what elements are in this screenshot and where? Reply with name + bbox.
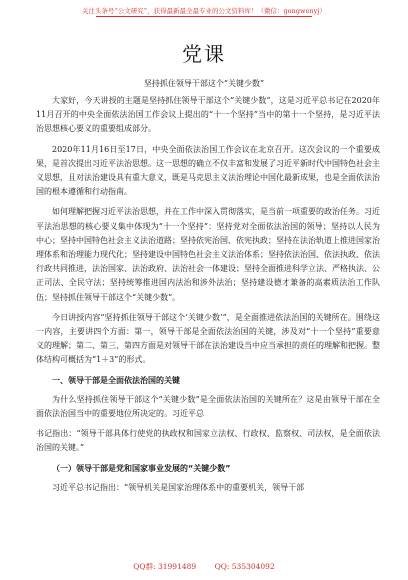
footer-contact (0, 561, 408, 572)
body-paragraph-1: 大家好，今天讲授的主题是坚持抓住领导干部这个“关键少数”，这是习近平总书记在2020年11月召开的中央全面依法治国工作会议上提出的“十一个坚持”当中的第十一个坚持，是习近平法治思想核心要义的重要组成部分。 (36, 96, 380, 134)
page-subtitle: 坚持抓住领导干部这个“关键少数” (143, 79, 265, 88)
section-1-paragraph-2: 书记指出：“领导干部具体行使党的执政权和国家立法权、行政权、监察权、司法权，是全面依法治国的关键。” (36, 429, 380, 453)
section-1-paragraph-1: 为什么坚持抓住领导干部这个“关键少数”是全面依法治国的关键所在？这是由领导干部在全面依法治国当中的重要地位所决定的。习近平总 (36, 394, 380, 419)
body-paragraph-3: 如何理解把握习近平法治思想，并在工作中深入贯彻落实，是当前一项重要的政治任务。习近平法治思想的核心要义集中体现为“十一个坚持”：坚持党对全面依法治国的领导；坚持以人民为中心；坚持中国特色社会主义法治道路；坚持依宪治国、依宪执政；坚持在法治轨道上推进国家治理体系和治理能力现代化；坚持建设中国特色社会主义法治体系；坚持依法治国、依法执政、依法行政共同推进，法治国家、法治政府、法治社会一体建设；坚持全面推进科学立法、严格执法、公正司法、全民守法；坚持统筹推进国内法治和涉外法治；坚持建设德才兼备的高素质法治工作队伍；坚持抓住领导干部这个“关键少数”。 (36, 207, 380, 302)
document-body (36, 94, 380, 501)
subsection-heading-1: （一）领导干部是党和国家事业发展的“关键少数” (52, 463, 231, 473)
section-heading-1: 一、领导干部是全面依法治国的关键 (52, 375, 180, 385)
subsection-1-paragraph: 习近平总书记指出：“领导机关是国家治理体系中的重要机关，领导干部 (52, 482, 305, 492)
page-title: 党课 (182, 42, 226, 66)
body-paragraph-2: 2020年11月16日至17日，中央全面依法治国工作会议在北京召开。这次会议的一个重要成果，是首次提出习近平法治思想。这一思想的确立不仅丰富和发展了习近平新时代中国特色社会主义思想，且对法治建设具有重大意义，既是马克思主义法治理论中国化最新成果，也是全面依法治国的根本遵循和行动指南。 (36, 144, 380, 197)
banner-underline (96, 16, 312, 17)
header-banner: 关注头条号“公文研究”，获得最新最全最专业的公文资料库！（微信：gongwenyj） (82, 7, 326, 15)
body-paragraph-4: 今日讲授内容“坚持抓住领导干部这个‘关键少数’”，是全面推进依法治国的关键所在。围绕这一内容，主要讲四个方面：第一，领导干部是全面依法治国的关键，涉及对“十一个坚持”重要意义的理解；第二、第三、第四方面是对领导干部在法治建设当中应当承担的责任的理解和把握。整体结构可概括为“1＋3”的形式。 (36, 312, 380, 365)
footer-qq: QQ: 535304092 (214, 562, 275, 571)
footer-qq-group: QQ群: 31991489 (133, 562, 197, 571)
